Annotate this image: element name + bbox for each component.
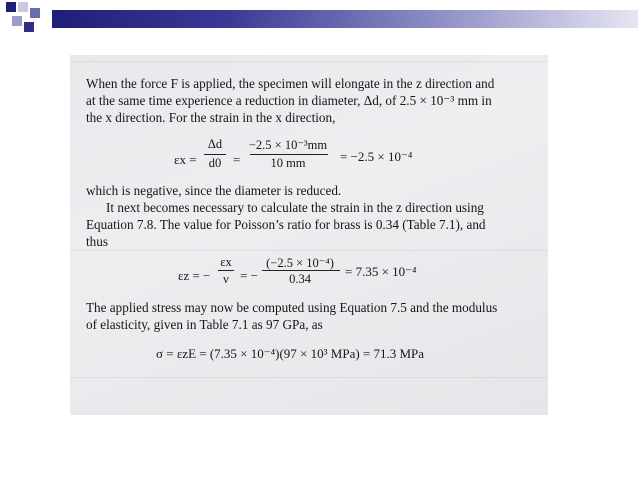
paragraph-line: It next becomes necessary to calculate the strain in the z direction using (106, 200, 484, 215)
paragraph-line: Equation 7.8. The value for Poisson’s ratio for brass is 0.34 (Table 7.1), and (86, 217, 486, 232)
paragraph-line: of elasticity, given in Table 7.1 as 97 GPa, as (86, 317, 323, 332)
paragraph-line: thus (86, 234, 108, 249)
header-square (30, 8, 40, 18)
fraction-bar (250, 154, 328, 155)
fraction-numerator: (−2.5 × 10⁻⁴) (266, 256, 334, 270)
fraction-bar (218, 270, 234, 271)
header-square (24, 22, 34, 32)
header-square (6, 2, 16, 12)
fraction-denominator: d0 (208, 156, 222, 170)
fraction-numerator: −2.5 × 10⁻³mm (248, 138, 328, 152)
slide-header-decoration (0, 0, 638, 40)
page-bleed-line (70, 377, 548, 378)
equation-result: = 7.35 × 10⁻⁴ (345, 264, 417, 279)
paragraph-line: at the same time experience a reduction in diameter, Δd, of 2.5 × 10⁻³ mm in (86, 93, 492, 108)
fraction-denominator: 0.34 (289, 272, 311, 286)
fraction-numerator: Δd (207, 137, 223, 151)
equation-lhs: εz = − (178, 268, 211, 283)
equals-sign: = (233, 152, 241, 167)
equals-sign: = − (240, 268, 258, 283)
header-square (18, 2, 28, 12)
equation-lhs: εx = (174, 152, 197, 167)
page-bleed-line (70, 61, 548, 62)
fraction-denominator: 10 mm (270, 156, 306, 170)
equation-result: = −2.5 × 10⁻⁴ (340, 149, 413, 164)
fraction-denominator: ν (223, 272, 229, 286)
page-bleed-line (70, 250, 548, 251)
scanned-page (70, 55, 548, 415)
paragraph-line: which is negative, since the diameter is reduced. (86, 183, 342, 198)
header-gradient-bar (52, 10, 638, 28)
paragraph-line: The applied stress may now be computed using Equation 7.5 and the modulus (86, 300, 498, 315)
header-square (12, 16, 22, 26)
fraction-bar (262, 270, 340, 271)
paragraph-line: the x direction. For the strain in the x direction, (86, 110, 336, 125)
equation-stress: σ = εzE = (7.35 × 10⁻⁴)(97 × 10³ MPa) = 71.3 MPa (156, 346, 425, 361)
fraction-bar (204, 154, 226, 155)
paragraph-line: When the force F is applied, the specimen will elongate in the z direction and (86, 76, 495, 91)
fraction-numerator: εx (220, 255, 232, 269)
